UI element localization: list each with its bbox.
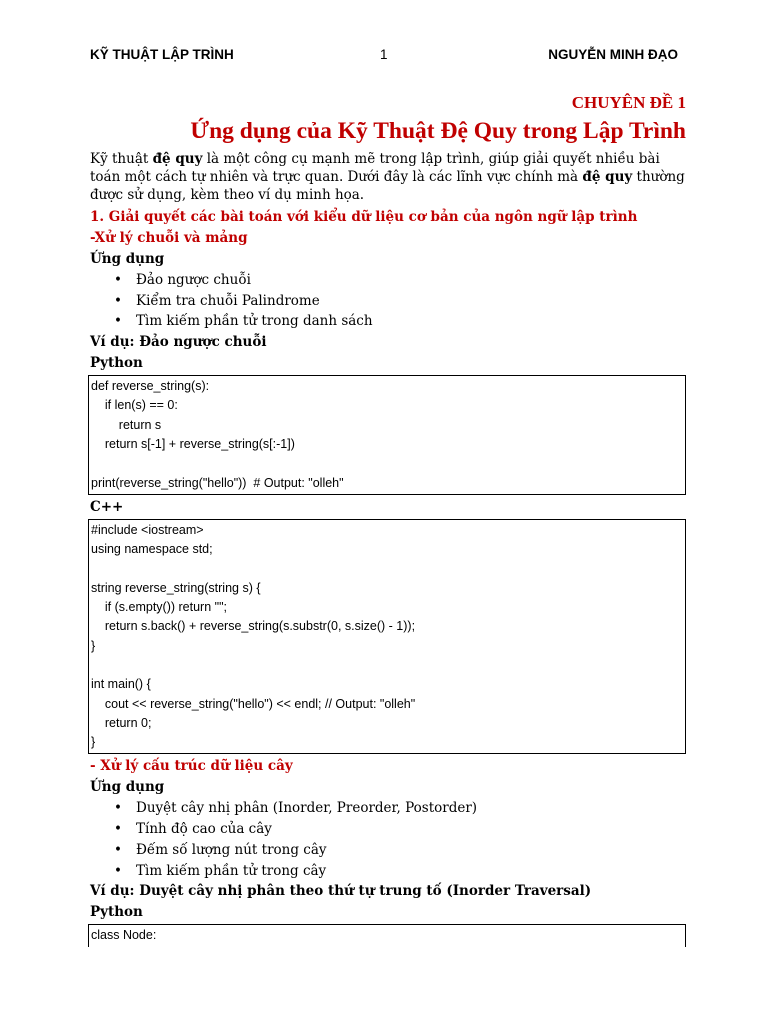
intro-text-1: Kỹ thuật bbox=[90, 151, 153, 167]
bullet-icon: • bbox=[114, 800, 122, 817]
list-item-text: Kiểm tra chuỗi Palindrome bbox=[136, 292, 320, 309]
code-line: #include <iostream> bbox=[91, 522, 204, 537]
code-line: if (s.empty()) return ""; bbox=[91, 600, 227, 615]
python-code-block-a bbox=[88, 375, 686, 495]
bullet-icon: • bbox=[114, 841, 122, 858]
code-line: } bbox=[91, 638, 96, 653]
list-item-text: Đảo ngược chuỗi bbox=[136, 272, 251, 288]
header-page-number: 1 bbox=[380, 47, 388, 62]
list-item bbox=[114, 291, 686, 312]
applications-list-a bbox=[90, 270, 686, 332]
list-item-text: Duyệt cây nhị phân (Inorder, Preorder, Postorder) bbox=[136, 800, 478, 817]
applications-list-b bbox=[90, 798, 686, 881]
code-line: if len(s) == 0: bbox=[91, 398, 178, 413]
bullet-icon: • bbox=[114, 821, 122, 838]
code-line: return s bbox=[91, 417, 162, 432]
list-item-text: Tìm kiếm phần tử trong danh sách bbox=[136, 313, 373, 330]
code-line: print(reverse_string("hello")) # Output: "olleh" bbox=[91, 475, 344, 490]
python-label: Python bbox=[90, 355, 143, 372]
bullet-icon: • bbox=[114, 313, 122, 330]
code-line: def reverse_string(s): bbox=[91, 379, 210, 394]
bullet-icon: • bbox=[114, 272, 122, 288]
list-item bbox=[114, 270, 686, 291]
subsection-tree: - Xử lý cấu trúc dữ liệu cây bbox=[90, 758, 293, 775]
code-line bbox=[89, 559, 685, 578]
code-line: cout << reverse_string("hello") << endl; // Output: "olleh" bbox=[91, 696, 416, 711]
list-item bbox=[114, 798, 686, 819]
intro-text-2: là một công cụ mạnh mẽ trong lập trình, giúp giải quyết nhiều bài toán một cách tự nhiên và trực quan. Dưới đây là các lĩnh vực chính mà bbox=[90, 151, 660, 185]
python-code-block-b bbox=[88, 924, 686, 947]
example-heading-b: Ví dụ: Duyệt cây nhị phân theo thứ tự trung tố (Inorder Traversal) bbox=[90, 883, 592, 900]
subsection-string-array: -Xử lý chuỗi và mảng bbox=[90, 230, 248, 246]
page-header bbox=[90, 47, 678, 67]
intro-text-3: thường được sử dụng, kèm theo ví dụ minh họa. bbox=[90, 169, 685, 203]
code-line bbox=[89, 454, 685, 473]
intro-paragraph bbox=[90, 150, 686, 204]
list-item bbox=[114, 311, 686, 332]
applications-label: Ứng dụng bbox=[90, 251, 165, 267]
document-body bbox=[90, 92, 686, 949]
applications-label-b: Ứng dụng bbox=[90, 779, 165, 796]
cpp-label: C++ bbox=[90, 498, 124, 515]
code-line: string reverse_string(string s) { bbox=[91, 580, 261, 595]
example-heading-a: Ví dụ: Đảo ngược chuỗi bbox=[90, 334, 267, 351]
intro-bold-2: đệ quy bbox=[582, 169, 633, 185]
list-item-text: Đếm số lượng nút trong cây bbox=[136, 841, 327, 858]
code-line: return 0; bbox=[91, 715, 152, 730]
section-heading: 1. Giải quyết các bài toán với kiểu dữ liệu cơ bản của ngôn ngữ lập trình bbox=[90, 209, 638, 225]
document-title: Ứng dụng của Kỹ Thuật Đệ Quy trong Lập Trình bbox=[190, 118, 686, 144]
header-author: NGUYỄN MINH ĐẠO bbox=[548, 47, 678, 62]
code-line bbox=[89, 656, 685, 675]
code-line: } bbox=[91, 735, 96, 750]
list-item bbox=[114, 840, 686, 861]
python-label-b: Python bbox=[90, 904, 143, 921]
code-line: class Node: bbox=[91, 928, 157, 943]
intro-bold-1: đệ quy bbox=[152, 151, 203, 167]
bullet-icon: • bbox=[114, 862, 122, 879]
list-item bbox=[114, 861, 686, 882]
code-line: return s.back() + reverse_string(s.substr(0, s.size() - 1)); bbox=[91, 619, 416, 634]
list-item bbox=[114, 819, 686, 840]
code-line: using namespace std; bbox=[91, 542, 213, 557]
header-course-title: KỸ THUẬT LẬP TRÌNH bbox=[90, 47, 234, 62]
topic-label: CHUYÊN ĐỀ 1 bbox=[571, 93, 686, 112]
code-line: int main() { bbox=[91, 677, 151, 692]
code-line: return s[-1] + reverse_string(s[:-1]) bbox=[91, 437, 295, 451]
cpp-code-block-a bbox=[88, 519, 686, 755]
bullet-icon: • bbox=[114, 292, 122, 309]
list-item-text: Tìm kiếm phần tử trong cây bbox=[136, 862, 327, 879]
list-item-text: Tính độ cao của cây bbox=[136, 821, 272, 838]
